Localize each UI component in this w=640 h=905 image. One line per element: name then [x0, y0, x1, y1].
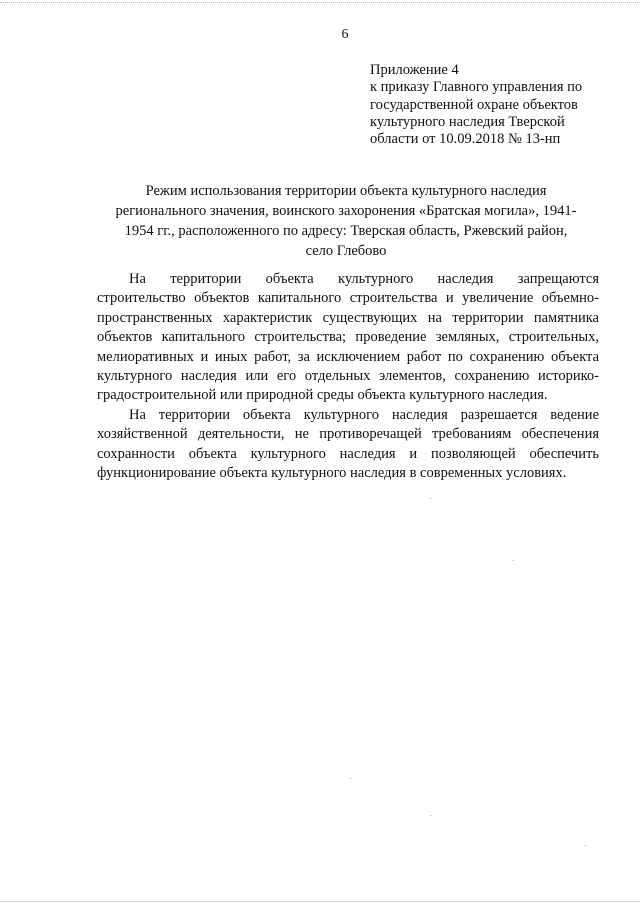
- paragraph-prohibitions: [97, 270, 599, 406]
- scan-speck: [350, 778, 351, 779]
- title-line: Режим использования территории объекта культурного наследия: [145, 183, 547, 199]
- document-body: [97, 270, 599, 483]
- appendix-line: культурного наследия Тверской: [370, 113, 565, 130]
- appendix-line: Приложение 4: [370, 62, 459, 78]
- appendix-line: государственной охране объектов: [370, 96, 578, 113]
- scan-bottom-edge: [0, 901, 640, 902]
- scan-speck: [585, 845, 586, 846]
- paragraph-line: хозяйственной деятельности, не противоречащей требованиям обеспечения: [97, 426, 599, 443]
- paragraph-line: строительство объектов капитального строительства и увеличение объемно-: [97, 290, 599, 307]
- scan-speck: [430, 498, 431, 499]
- paragraph-line: сохранности объекта культурного наследия и позволяющей обеспечить: [97, 445, 599, 462]
- scan-top-edge: [0, 2, 640, 3]
- appendix-block: [370, 62, 598, 148]
- paragraph-line: функционирование объекта культурного наследия в современных условиях.: [97, 465, 567, 482]
- document-title: [96, 181, 596, 261]
- paragraph-line: На территории объекта культурного наследия разрешается ведение: [129, 406, 599, 423]
- paragraph-line: градостроительной или природной среды объекта культурного наследия.: [97, 387, 548, 404]
- scan-speck: [513, 560, 514, 561]
- appendix-line: области от 10.09.2018 № 13-нп: [370, 131, 561, 148]
- title-line: 1954 гг., расположенного по адресу: Тверская область, Ржевский район,: [124, 223, 568, 239]
- scan-speck: [430, 815, 431, 816]
- appendix-line: к приказу Главного управления по: [370, 79, 583, 96]
- paragraph-line: пространственных характеристик существующих на территории памятника: [97, 309, 599, 326]
- paragraph-line: культурного наследия или его отдельных элементов, сохранению историко-: [97, 368, 599, 385]
- paragraph-line: мелиоративных и иных работ, за исключением работ по сохранению объекта: [97, 348, 599, 365]
- page-number: 6: [341, 27, 349, 42]
- paragraph-line: На территории объекта культурного наследия запрещаются: [129, 271, 599, 287]
- title-line: село Глебово: [305, 243, 387, 259]
- paragraph-permissions: [97, 406, 599, 484]
- paragraph-line: объектов капитального строительства; проведение земляных, строительных,: [97, 329, 599, 346]
- title-line: регионального значения, воинского захоронения «Братская могила», 1941-: [115, 203, 577, 219]
